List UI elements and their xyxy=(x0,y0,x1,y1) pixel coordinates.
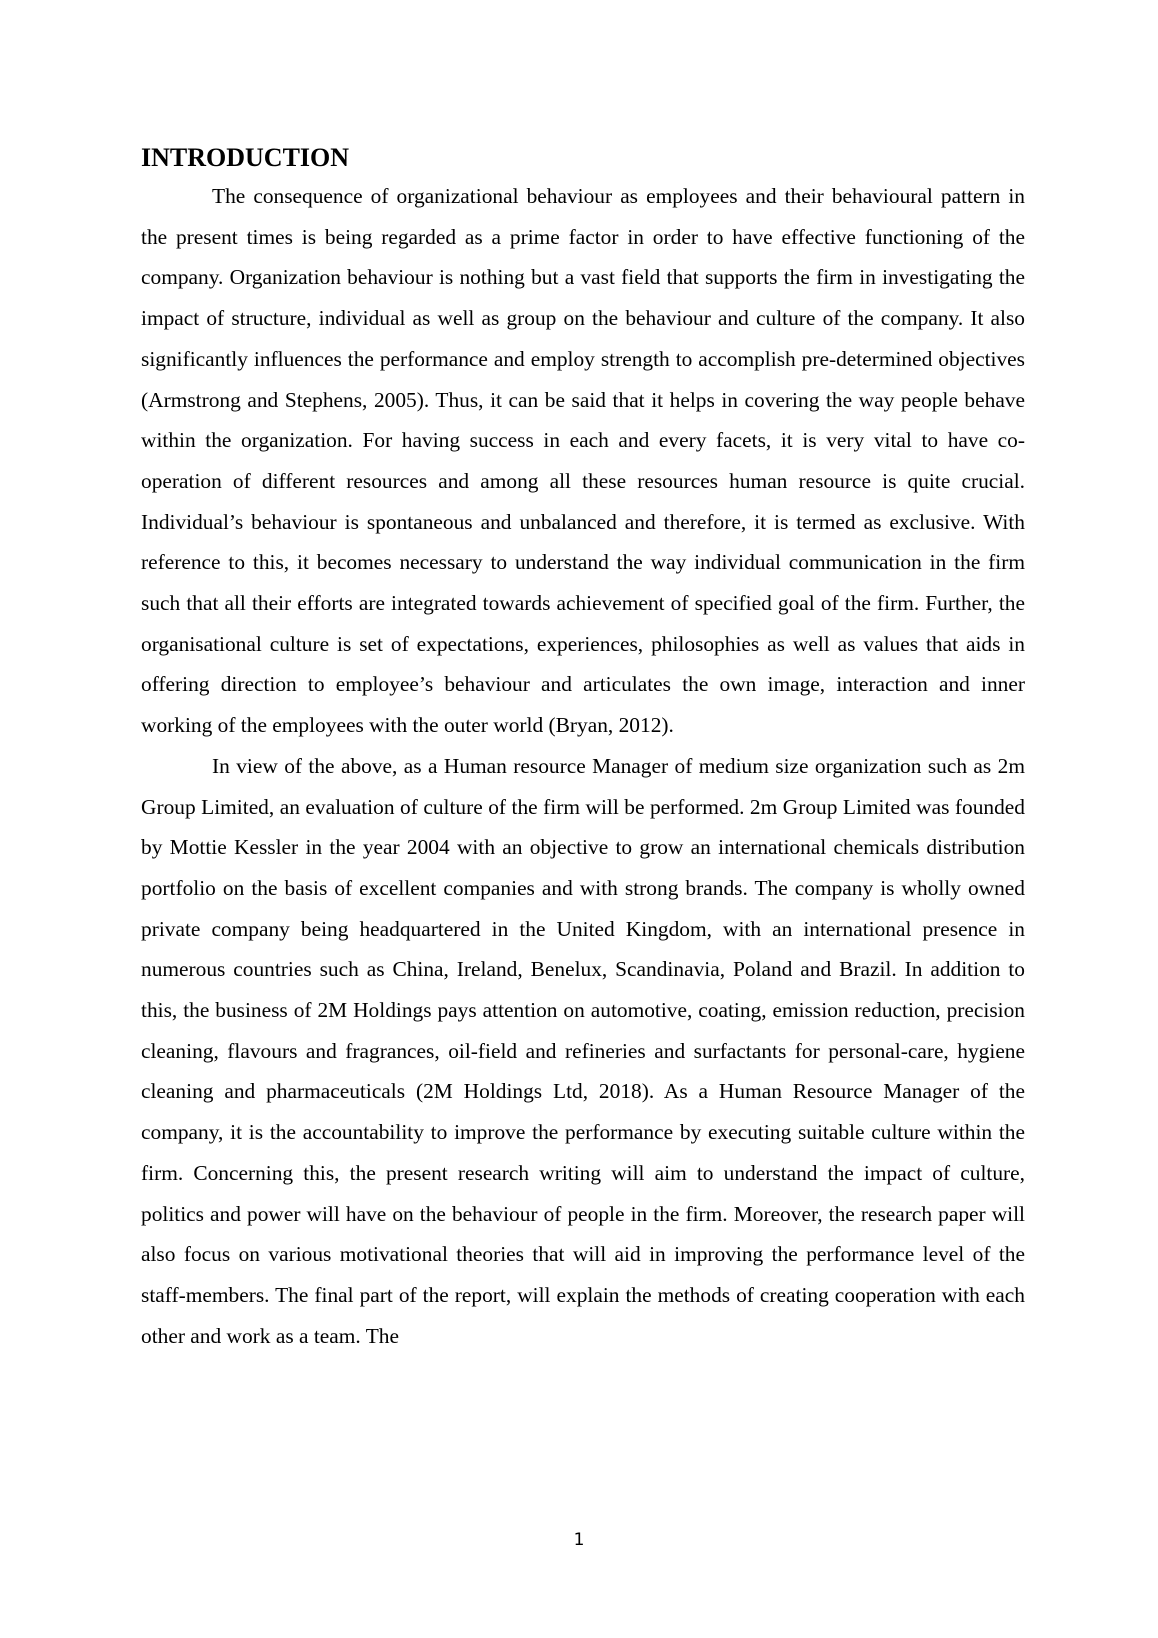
page-number: 1 xyxy=(573,1530,585,1550)
paragraph-1: The consequence of organizational behaviour as employees and their behavioural pattern in the present times is being regarded as a prime factor in order to have effective functioning of the company. Organization behaviour is nothing but a vast field that supports the firm in investigating the impact of structure, individual as well as group on the behaviour and culture of the company. It also significantly influences the performance and employ strength to accomplish pre-determined objectives (Armstrong and Stephens, 2005). Thus, it can be said that it helps in covering the way people behave within the organization. For having success in each and every facets, it is very vital to have co-operation of different resources and among all these resources human resource is quite crucial. Individual’s behaviour is spontaneous and unbalanced and therefore, it is termed as exclusive. With reference to this, it becomes necessary to understand the way individual communication in the firm such that all their efforts are integrated towards achievement of specified goal of the firm. Further, the organisational culture is set of expectations, experiences, philosophies as well as values that aids in offering direction to employee’s behaviour and articulates the own image, interaction and inner working of the employees with the outer world (Bryan, 2012). xyxy=(141,184,1025,738)
page-content xyxy=(141,140,1025,1397)
section-heading: INTRODUCTION xyxy=(141,143,350,172)
paragraph-2: In view of the above, as a Human resource Manager of medium size organization such as 2m Group Limited, an evaluation of culture of the firm will be performed. 2m Group Limited was founded by Mottie Kessler in the year 2004 with an objective to grow an international chemicals distribution portfolio on the basis of excellent companies and with strong brands. The company is wholly owned private company being headquartered in the United Kingdom, with an international presence in numerous countries such as China, Ireland, Benelux, Scandinavia, Poland and Brazil. In addition to this, the business of 2M Holdings pays attention on automotive, coating, emission reduction, precision cleaning, flavours and fragrances, oil-field and refineries and surfactants for personal-care, hygiene cleaning and pharmaceuticals (2M Holdings Ltd, 2018). As a Human Resource Manager of the company, it is the accountability to improve the performance by executing suitable culture within the firm. Concerning this, the present research writing will aim to understand the impact of culture, politics and power will have on the behaviour of people in the firm. Moreover, the research paper will also focus on various motivational theories that will aid in improving the performance level of the staff-members. The final part of the report, will explain the methods of creating cooperation with each other and work as a team. The xyxy=(141,753,1025,1348)
